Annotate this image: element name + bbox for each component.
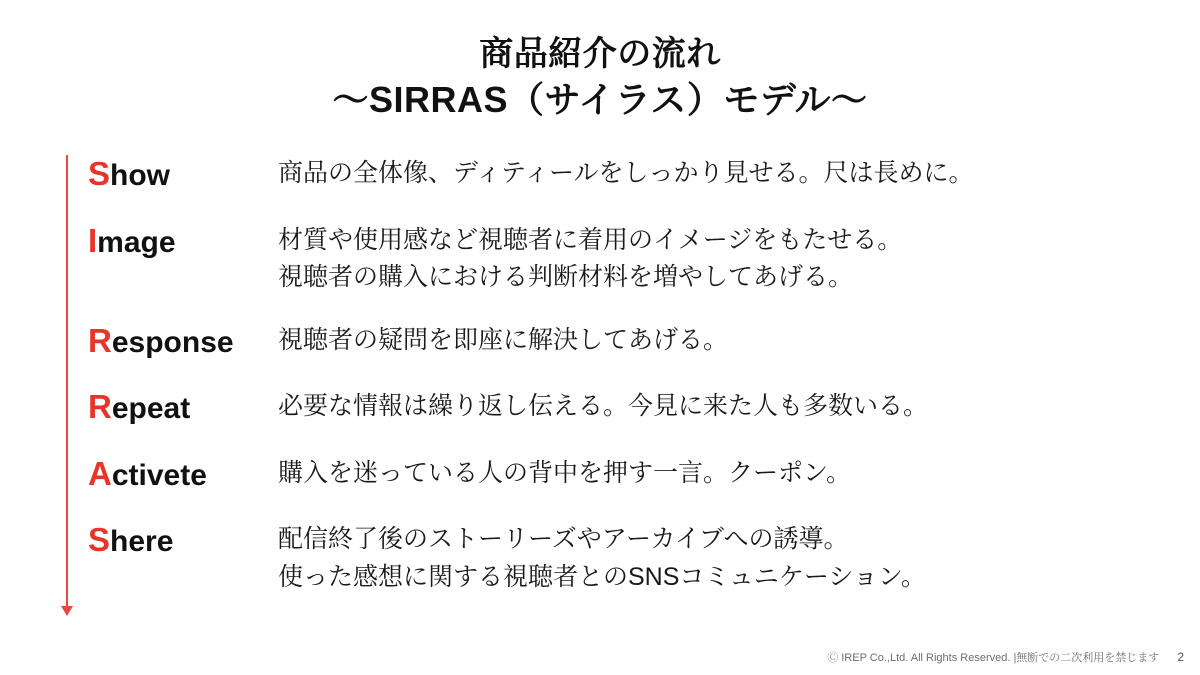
keyword-rest: mage — [97, 225, 176, 259]
list-item-description — [278, 452, 851, 493]
list-item — [88, 452, 1160, 497]
keyword-initial: R — [88, 321, 112, 359]
keyword-initial: R — [88, 388, 112, 426]
description-line: 視聴者の購入における判断材料を増やしてあげる。 — [278, 263, 854, 292]
keyword-rest: epeat — [111, 392, 191, 426]
list-item — [88, 518, 1160, 596]
down-arrow-icon — [66, 155, 68, 607]
list-item-description — [278, 319, 728, 360]
list-item-description — [278, 518, 926, 596]
list-item — [88, 152, 1160, 197]
copyright-text: Ⓒ IREP Co.,Ltd. All Rights Reserved. |無断での二次利用を禁じます — [827, 652, 1160, 664]
list-item-description — [278, 385, 928, 426]
description-line: 配信終了後のストーリーズやアーカイブへの誘導。 — [278, 525, 849, 554]
keyword-initial: A — [88, 454, 112, 492]
description-line: 必要な情報は繰り返し伝える。今見に来た人も多数いる。 — [278, 392, 929, 421]
list-item-keyword — [88, 219, 278, 264]
description-line: 視聴者の疑問を即座に解決してあげる。 — [278, 325, 729, 354]
page-number: 2 — [1177, 650, 1184, 664]
keyword-rest: how — [110, 159, 171, 192]
keyword-rest: here — [110, 525, 174, 559]
description-line: 使った感想に関する視聴者とのSNSコミュニケーション。 — [278, 562, 926, 591]
page-subtitle: 〜SIRRAS（サイラス）モデル〜 — [332, 78, 868, 120]
list-item-keyword — [88, 319, 278, 364]
slide-title-block — [0, 0, 1200, 122]
keyword-initial: I — [88, 221, 98, 259]
description-line: 購入を迷っている人の背中を押す一言。クーポン。 — [278, 458, 852, 487]
list-item-description — [278, 219, 902, 297]
keyword-initial: S — [88, 155, 111, 192]
page-title: 商品紹介の流れ — [479, 35, 721, 73]
list-item-keyword — [88, 518, 278, 563]
keyword-rest: ctivete — [111, 458, 207, 492]
sirras-list — [88, 152, 1160, 618]
list-item-keyword — [88, 152, 278, 197]
list-item-description — [278, 152, 974, 193]
list-item-keyword — [88, 452, 278, 497]
keyword-rest: esponse — [111, 325, 234, 359]
slide-footer — [827, 649, 1184, 665]
description-line: 材質や使用感など視聴者に着用のイメージをもたせる。 — [278, 225, 903, 254]
keyword-initial: S — [88, 521, 111, 559]
list-item — [88, 385, 1160, 430]
list-item-keyword — [88, 385, 278, 430]
list-item — [88, 319, 1160, 364]
description-line: 商品の全体像、ディティールをしっかり見せる。尺は長めに。 — [278, 159, 974, 187]
list-item — [88, 219, 1160, 297]
